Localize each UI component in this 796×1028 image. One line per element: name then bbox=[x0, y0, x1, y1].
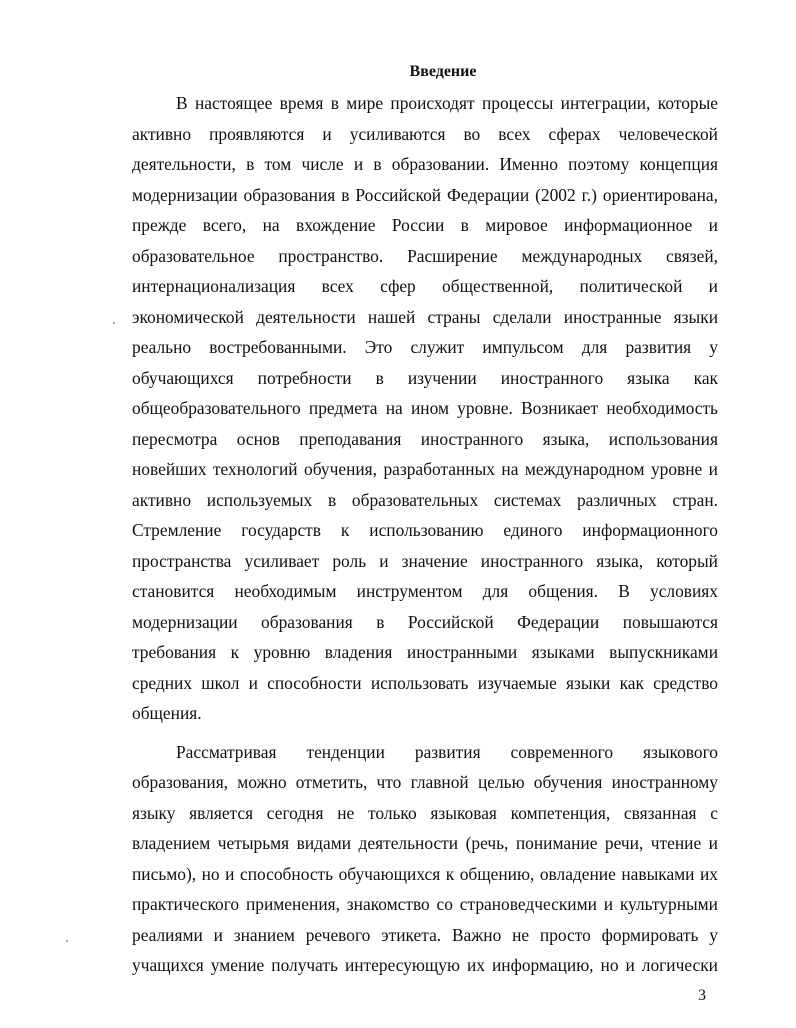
text-line: деятельности, в том числе и в образовании. Именно поэтому концепция bbox=[132, 154, 718, 174]
text-line: становится необходимым инструментом для общения. В условиях bbox=[132, 581, 718, 601]
text-line: модернизации образования в Российской Федерации повышаются bbox=[132, 611, 718, 632]
text-line: экономической деятельности нашей страны сделали иностранные языки bbox=[132, 306, 718, 327]
text-line: пространства усиливает роль и значение иностранного языка, который bbox=[132, 550, 718, 571]
text-line: общеобразовательного предмета на ином уровне. Возникает необходимость bbox=[132, 398, 718, 418]
text-line: образовательное пространство. Расширение международных связей, bbox=[132, 245, 718, 266]
text-line: В настоящее время в мире происходят процессы интеграции, которые bbox=[176, 93, 718, 113]
text-line: Рассматривая тенденции развития современного языкового bbox=[176, 741, 718, 762]
text-line: активно проявляются и усиливаются во всех сферах человеческой bbox=[132, 123, 718, 144]
text-line: письмо), но и способность обучающихся к общению, овладение навыками их bbox=[132, 863, 718, 884]
text-line: обучающихся потребности в изучении иностранного языка как bbox=[132, 367, 718, 388]
text-line: модернизации образования в Российской Федерации (2002 г.) ориентирована, bbox=[132, 184, 718, 205]
text-line: требования к уровню владения иностранными языками выпускниками bbox=[132, 642, 718, 662]
text-line: общения. bbox=[132, 703, 202, 723]
text-line: пересмотра основ преподавания иностранного языка, использования bbox=[132, 428, 718, 449]
text-line: владением четырьмя видами деятельности (речь, понимание речи, чтение и bbox=[132, 833, 718, 853]
text-line: средних школ и способности использовать изучаемые языки как средство bbox=[132, 672, 718, 693]
text-line: практического применения, знакомство со страноведческими и культурными bbox=[132, 894, 718, 914]
text-line: активно используемых в образовательных системах различных стран. bbox=[132, 489, 718, 510]
text-line: реально востребованными. Это служит импульсом для развития у bbox=[132, 337, 718, 357]
text-line: новейших технологий обучения, разработанных на международном уровне и bbox=[132, 459, 718, 479]
scan-speck bbox=[66, 940, 68, 942]
text-line: образования, можно отметить, что главной целью обучения иностранному bbox=[132, 772, 718, 792]
text-line: реалиями и знанием речевого этикета. Важно не просто формировать у bbox=[132, 924, 718, 945]
text-line: прежде всего, на вхождение России в мировое информационное и bbox=[132, 215, 718, 235]
page-number: 3 bbox=[698, 987, 706, 1004]
scan-speck bbox=[113, 322, 115, 324]
paragraph-1 bbox=[132, 88, 718, 729]
section-title: Введение bbox=[409, 63, 477, 80]
text-line: учащихся умение получать интересующую их информацию, но и логически bbox=[132, 955, 718, 975]
text-line: Стремление государств к использованию единого информационного bbox=[132, 520, 718, 540]
body-text bbox=[132, 88, 718, 981]
text-line: языку является сегодня не только языковая компетенция, связанная с bbox=[132, 802, 718, 823]
text-line: интернационализация всех сфер общественной, политической и bbox=[132, 276, 718, 296]
paragraph-2 bbox=[132, 737, 718, 981]
